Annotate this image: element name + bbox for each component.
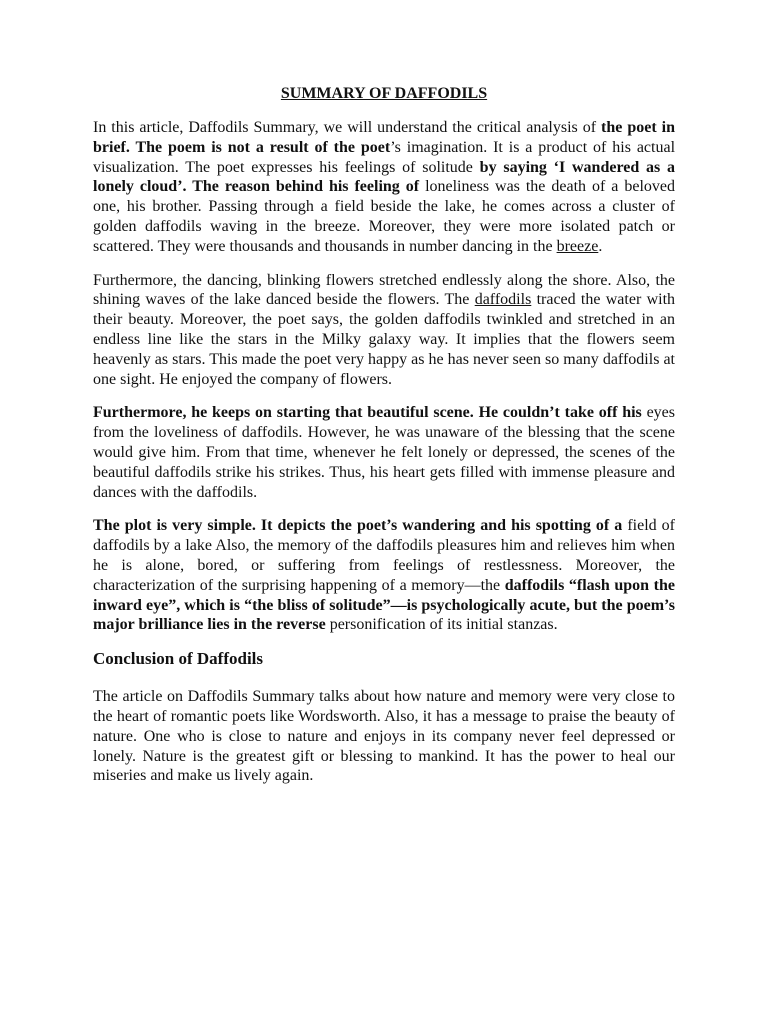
paragraph-3-text: eyes from the loveliness of daffodils. However, he was unaware of the blessing that the scene would give him. From that time, whenever he felt lonely or depressed, the scenes of the beautiful daffodils strike his strikes. Thus, his heart gets filled with immense pleasure and dances with the daffodils. xyxy=(93,404,675,501)
paragraph-2-text-b: traced the water with their beauty. Moreover, the poet says, the golden daffodils twinkled and stretched in an endless line like the stars in the Milky galaxy way. It implies that the flowers seem heavenly as stars. This made the poet very happy as he has never seen so many daffodils at one sight. He enjoyed the company of flowers. xyxy=(93,291,676,388)
paragraph-3 xyxy=(93,403,675,502)
paragraph-4-text-a: field of daffodils by a lake Also, the memory of the daffodils pleasures him and relieves him when he is alone, bored, or suffering from feelings of restlessness. Moreover, the characterization of the surprising happening of a memory—the xyxy=(93,517,676,594)
breeze-link[interactable]: breeze xyxy=(556,237,599,255)
conclusion-heading: Conclusion of Daffodils xyxy=(93,649,264,669)
document-page xyxy=(93,84,675,800)
document-title: SUMMARY OF DAFFODILS xyxy=(280,85,488,102)
paragraph-1-end: . xyxy=(598,237,603,255)
paragraph-4-text-b: personification of its initial stanzas. xyxy=(329,616,558,634)
paragraph-1-bold-a: the poet in brief. The poem is not a result of the poet xyxy=(93,119,675,156)
paragraph-4-bold-a: The plot is very simple. It depicts the poet’s wandering and his spotting of a xyxy=(93,517,623,535)
paragraph-1-bold-b: by saying ‘I wandered as a lonely cloud’. The reason behind his feeling of xyxy=(93,158,676,196)
paragraph-1-text-a: In this article, Daffodils Summary, we will understand the critical analysis of xyxy=(93,119,597,136)
paragraph-3-bold: Furthermore, he keeps on starting that beautiful scene. He couldn’t take off his xyxy=(93,404,642,422)
paragraph-4-bold-b: daffodils “flash upon the inward eye”, which is “the bliss of solitude”—is psychologically acute, but the poem’s major brilliance lies in the reverse xyxy=(93,576,675,634)
paragraph-1-text-b: ’s imagination. It is a product of his actual visualization. The poet expresses his feelings of solitude xyxy=(93,138,676,176)
daffodils-link[interactable]: daffodils xyxy=(474,291,532,309)
paragraph-1-text-c: loneliness was the death of a beloved one, his brother. Passing through a field beside the lake, he comes across a cluster of golden daffodils waving in the breeze. Moreover, they were more isolated patch or scattered. They were thousands and thousands in number dancing in the xyxy=(93,178,675,255)
paragraph-1 xyxy=(93,118,675,257)
paragraph-5: The article on Daffodils Summary talks about how nature and memory were very close to the heart of romantic poets like Wordsworth. Also, it has a message to praise the beauty of nature. One who is close to nature and enjoys in its company never feel depressed or lonely. Nature is the greatest gift or blessing to mankind. It has the power to heal our miseries and make us lively again. xyxy=(93,688,675,785)
paragraph-2-text-a: Furthermore, the dancing, blinking flowers stretched endlessly along the shore. Also, the shining waves of the lake danced beside the flowers. The xyxy=(93,271,675,309)
paragraph-2 xyxy=(93,271,675,390)
paragraph-4 xyxy=(93,516,675,635)
